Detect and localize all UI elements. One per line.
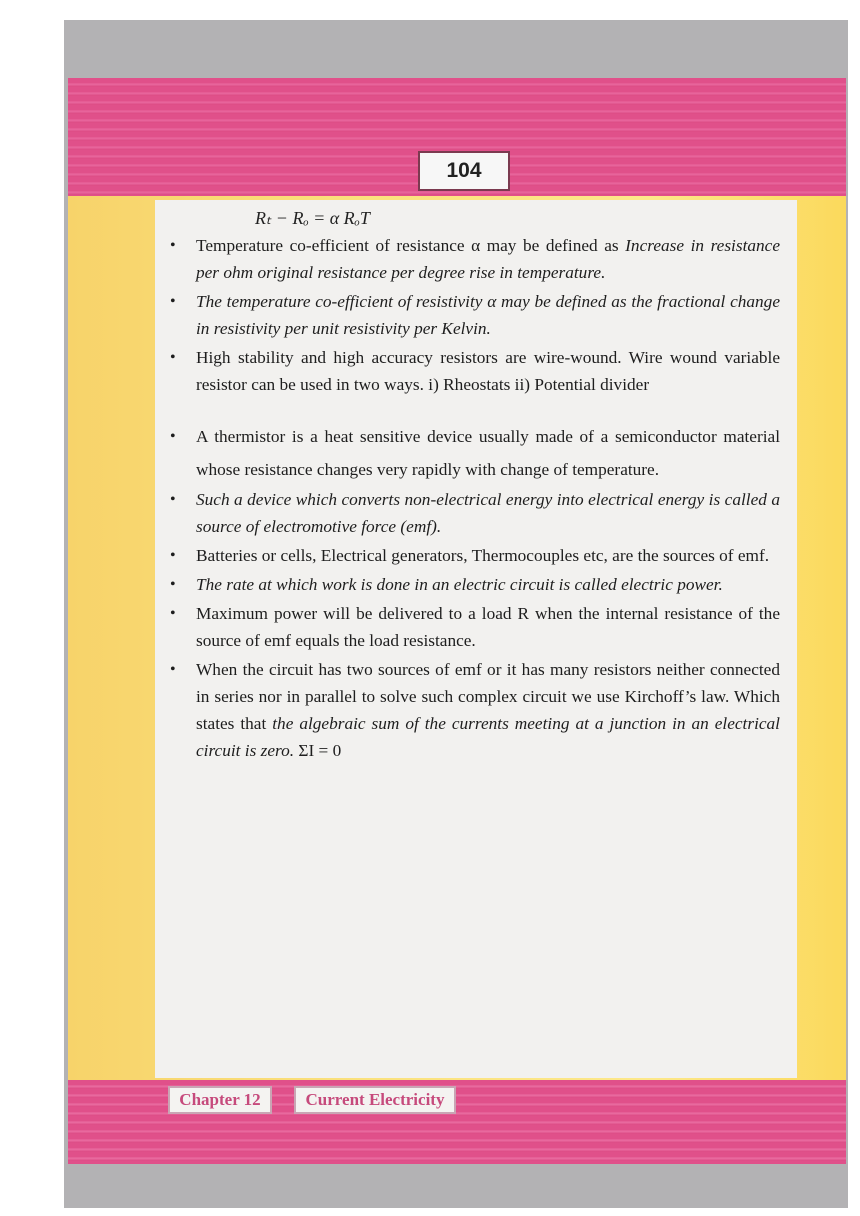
chapter-tag: Chapter 12 [168,1086,272,1114]
formula: Rₜ − Rₒ = α RₒT [255,208,370,228]
page-number: 104 [418,151,510,191]
list-item: • A thermistor is a heat sensitive device usually made of a semiconductor material whose resistance changes very rapidly with change of temperature. [170,420,780,486]
list-item: • Maximum power will be delivered to a load R when the internal resistance of the source of emf equals the load resistance. [170,600,780,654]
list-item: • Such a device which converts non-electrical energy into electrical energy is called a source of electromotive force (emf). [170,486,780,540]
list-item: • When the circuit has two sources of emf or it has many resistors neither connected in series nor in parallel to solve such complex circuit we use Kirchoff’s law. Which states that the algebraic sum of the currents meeting at a junction in an electrical circuit is zero. ΣI = 0 [170,656,780,764]
chapter-title-tag: Current Electricity [294,1086,456,1114]
bullet-list [170,232,780,764]
list-item: • High stability and high accuracy resistors are wire-wound. Wire wound variable resistor can be used in two ways. i) Rheostats ii) Potential divider [170,344,780,398]
list-item: • The rate at which work is done in an electric circuit is called electric power. [170,571,780,598]
list-item: • Temperature co-efficient of resistance α may be defined as Increase in resistance per ohm original resistance per degree rise in temperature. [170,232,780,286]
list-item: • The temperature co-efficient of resistivity α may be defined as the fractional change in resistivity per unit resistivity per Kelvin. [170,288,780,342]
list-item: • Batteries or cells, Electrical generators, Thermocouples etc, are the sources of emf. [170,542,780,569]
